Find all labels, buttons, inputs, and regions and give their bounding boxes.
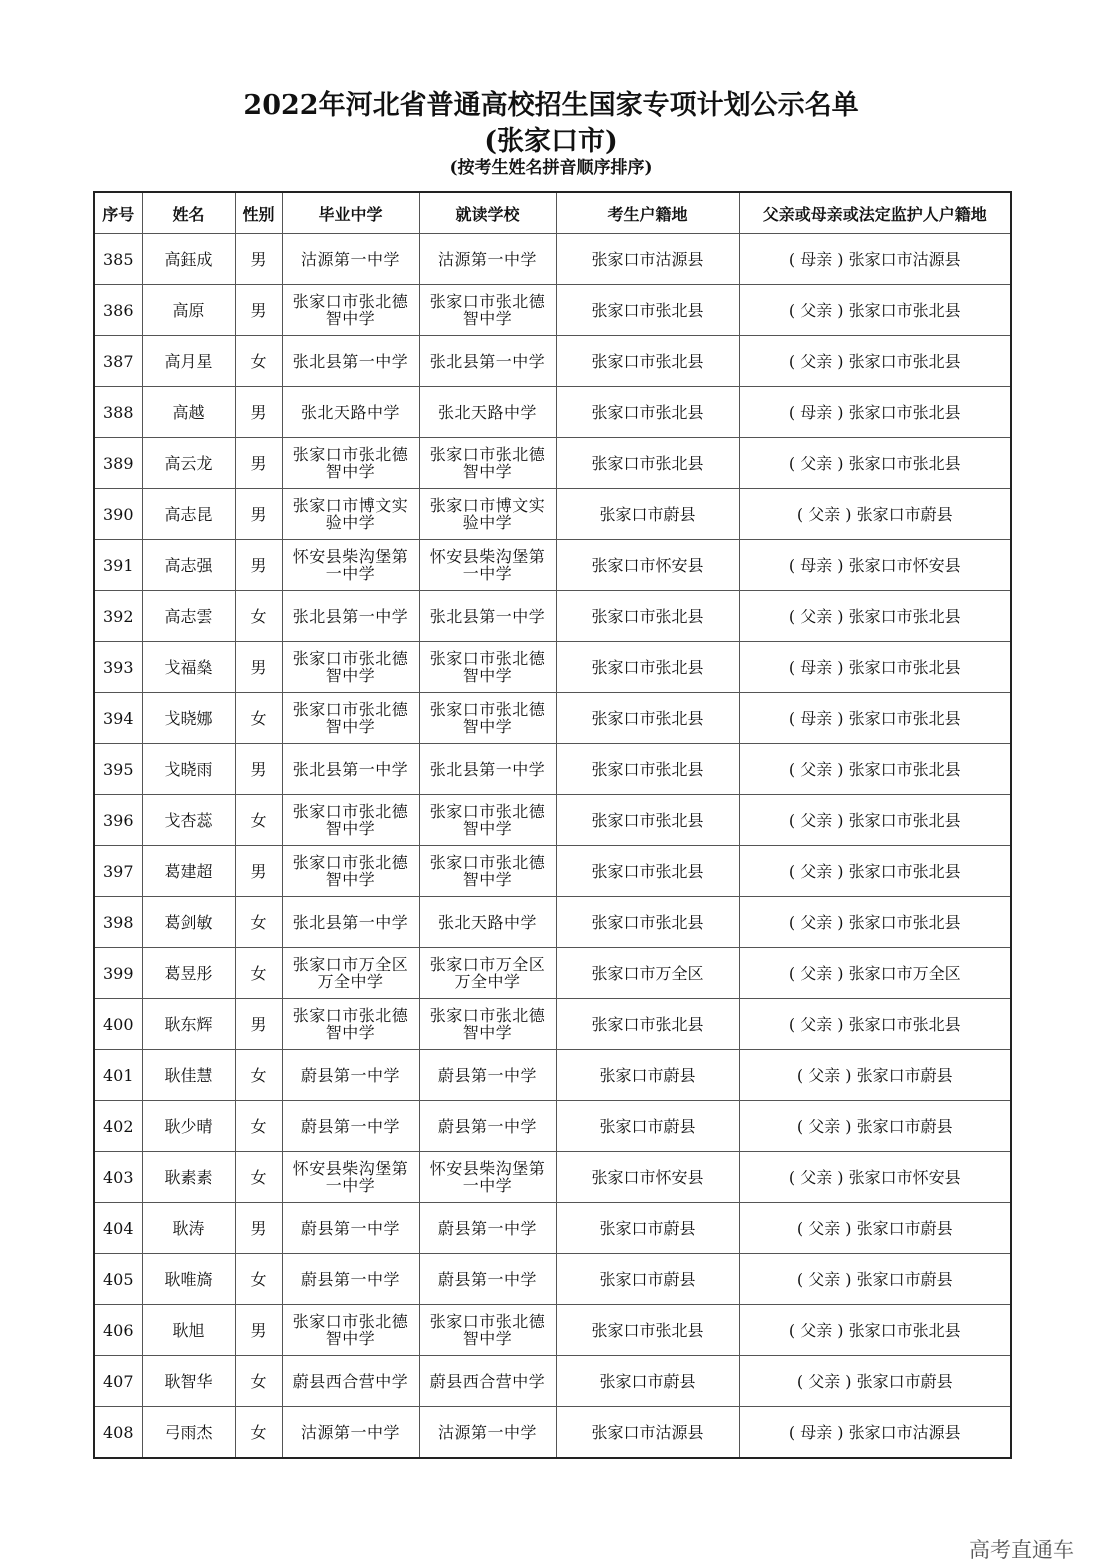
- cell-study-school: 张家口市张北德智中学: [419, 438, 556, 489]
- cell-name: 戈晓雨: [142, 744, 235, 795]
- header-study-school: 就读学校: [419, 192, 556, 234]
- cell-guardian-hukou: ( 父亲 ) 张家口市张北县: [739, 1305, 1011, 1356]
- cell-no: 406: [94, 1305, 142, 1356]
- page-subtitle-city: (张家口市): [484, 126, 618, 157]
- cell-gender: 女: [235, 1050, 282, 1101]
- cell-hukou: 张家口市蔚县: [556, 1254, 739, 1305]
- cell-no: 405: [94, 1254, 142, 1305]
- cell-no: 403: [94, 1152, 142, 1203]
- cell-study-school: 蔚县第一中学: [419, 1254, 556, 1305]
- cell-hukou: 张家口市蔚县: [556, 489, 739, 540]
- table-row: [94, 744, 1011, 795]
- cell-name: 高越: [142, 387, 235, 438]
- cell-name: 戈杏蕊: [142, 795, 235, 846]
- cell-name: 耿东辉: [142, 999, 235, 1050]
- cell-study-school: 怀安县柴沟堡第一中学: [419, 1152, 556, 1203]
- cell-gender: 男: [235, 1305, 282, 1356]
- table-row: [94, 846, 1011, 897]
- cell-guardian-hukou: ( 父亲 ) 张家口市张北县: [739, 795, 1011, 846]
- table-row: [94, 1050, 1011, 1101]
- cell-name: 戈晓娜: [142, 693, 235, 744]
- cell-gender: 男: [235, 285, 282, 336]
- cell-guardian-hukou: ( 父亲 ) 张家口市蔚县: [739, 1203, 1011, 1254]
- cell-grad-school: 张家口市张北德智中学: [282, 642, 419, 693]
- cell-study-school: 张北县第一中学: [419, 591, 556, 642]
- cell-gender: 男: [235, 1203, 282, 1254]
- table-row: [94, 897, 1011, 948]
- cell-grad-school: 张家口市博文实验中学: [282, 489, 419, 540]
- cell-guardian-hukou: ( 父亲 ) 张家口市万全区: [739, 948, 1011, 999]
- cell-guardian-hukou: ( 父亲 ) 张家口市张北县: [739, 744, 1011, 795]
- cell-guardian-hukou: ( 父亲 ) 张家口市蔚县: [739, 489, 1011, 540]
- cell-study-school: 张家口市博文实验中学: [419, 489, 556, 540]
- table-row: [94, 540, 1011, 591]
- cell-hukou: 张家口市蔚县: [556, 1101, 739, 1152]
- cell-no: 395: [94, 744, 142, 795]
- cell-study-school: 张家口市张北德智中学: [419, 285, 556, 336]
- cell-name: 高志昆: [142, 489, 235, 540]
- cell-gender: 女: [235, 336, 282, 387]
- cell-grad-school: 张家口市张北德智中学: [282, 795, 419, 846]
- cell-grad-school: 蔚县第一中学: [282, 1101, 419, 1152]
- cell-guardian-hukou: ( 母亲 ) 张家口市沽源县: [739, 234, 1011, 285]
- cell-name: 弓雨杰: [142, 1407, 235, 1459]
- cell-hukou: 张家口市张北县: [556, 795, 739, 846]
- cell-no: 397: [94, 846, 142, 897]
- cell-name: 耿智华: [142, 1356, 235, 1407]
- candidate-table: [93, 191, 1012, 1459]
- cell-guardian-hukou: ( 父亲 ) 张家口市张北县: [739, 285, 1011, 336]
- cell-hukou: 张家口市万全区: [556, 948, 739, 999]
- cell-no: 387: [94, 336, 142, 387]
- cell-hukou: 张家口市张北县: [556, 438, 739, 489]
- cell-hukou: 张家口市张北县: [556, 591, 739, 642]
- cell-guardian-hukou: ( 父亲 ) 张家口市蔚县: [739, 1356, 1011, 1407]
- cell-hukou: 张家口市张北县: [556, 336, 739, 387]
- cell-gender: 女: [235, 1254, 282, 1305]
- cell-name: 耿素素: [142, 1152, 235, 1203]
- cell-study-school: 张家口市万全区万全中学: [419, 948, 556, 999]
- cell-gender: 女: [235, 795, 282, 846]
- cell-no: 390: [94, 489, 142, 540]
- cell-no: 404: [94, 1203, 142, 1254]
- cell-hukou: 张家口市蔚县: [556, 1356, 739, 1407]
- cell-guardian-hukou: ( 父亲 ) 张家口市蔚县: [739, 1254, 1011, 1305]
- cell-study-school: 张家口市张北德智中学: [419, 999, 556, 1050]
- cell-study-school: 张家口市张北德智中学: [419, 693, 556, 744]
- table-row: [94, 1152, 1011, 1203]
- cell-grad-school: 张北县第一中学: [282, 591, 419, 642]
- table-row: [94, 336, 1011, 387]
- cell-no: 398: [94, 897, 142, 948]
- cell-gender: 女: [235, 1356, 282, 1407]
- cell-hukou: 张家口市张北县: [556, 846, 739, 897]
- table-row: [94, 795, 1011, 846]
- cell-study-school: 张北县第一中学: [419, 744, 556, 795]
- cell-no: 389: [94, 438, 142, 489]
- cell-study-school: 蔚县第一中学: [419, 1050, 556, 1101]
- cell-hukou: 张家口市张北县: [556, 693, 739, 744]
- cell-name: 耿唯旖: [142, 1254, 235, 1305]
- cell-gender: 男: [235, 234, 282, 285]
- cell-gender: 女: [235, 897, 282, 948]
- cell-gender: 女: [235, 1101, 282, 1152]
- cell-grad-school: 沽源第一中学: [282, 1407, 419, 1459]
- cell-name: 高原: [142, 285, 235, 336]
- cell-gender: 女: [235, 591, 282, 642]
- table-row: [94, 1254, 1011, 1305]
- cell-study-school: 蔚县第一中学: [419, 1101, 556, 1152]
- cell-gender: 女: [235, 1152, 282, 1203]
- cell-grad-school: 张家口市张北德智中学: [282, 693, 419, 744]
- cell-name: 葛昱彤: [142, 948, 235, 999]
- cell-name: 高志强: [142, 540, 235, 591]
- cell-hukou: 张家口市沽源县: [556, 234, 739, 285]
- table-row: [94, 999, 1011, 1050]
- cell-name: 葛剑敏: [142, 897, 235, 948]
- cell-guardian-hukou: ( 父亲 ) 张家口市张北县: [739, 999, 1011, 1050]
- cell-gender: 男: [235, 642, 282, 693]
- table-row: [94, 1407, 1011, 1459]
- cell-grad-school: 沽源第一中学: [282, 234, 419, 285]
- cell-guardian-hukou: ( 父亲 ) 张家口市怀安县: [739, 1152, 1011, 1203]
- cell-name: 高鈺成: [142, 234, 235, 285]
- cell-no: 408: [94, 1407, 142, 1459]
- cell-study-school: 蔚县西合营中学: [419, 1356, 556, 1407]
- cell-grad-school: 张家口市万全区万全中学: [282, 948, 419, 999]
- cell-no: 391: [94, 540, 142, 591]
- header-guardian-hukou: 父亲或母亲或法定监护人户籍地: [739, 192, 1011, 234]
- cell-hukou: 张家口市张北县: [556, 999, 739, 1050]
- cell-grad-school: 张北县第一中学: [282, 336, 419, 387]
- cell-guardian-hukou: ( 父亲 ) 张家口市张北县: [739, 591, 1011, 642]
- cell-grad-school: 张家口市张北德智中学: [282, 846, 419, 897]
- cell-grad-school: 张家口市张北德智中学: [282, 1305, 419, 1356]
- cell-grad-school: 蔚县第一中学: [282, 1203, 419, 1254]
- cell-study-school: 沽源第一中学: [419, 1407, 556, 1459]
- cell-guardian-hukou: ( 母亲 ) 张家口市怀安县: [739, 540, 1011, 591]
- page-title: 2022年河北省普通高校招生国家专项计划公示名单: [243, 90, 859, 121]
- cell-hukou: 张家口市怀安县: [556, 1152, 739, 1203]
- cell-no: 400: [94, 999, 142, 1050]
- cell-no: 407: [94, 1356, 142, 1407]
- cell-guardian-hukou: ( 父亲 ) 张家口市张北县: [739, 846, 1011, 897]
- cell-hukou: 张家口市张北县: [556, 285, 739, 336]
- cell-grad-school: 蔚县西合营中学: [282, 1356, 419, 1407]
- cell-gender: 男: [235, 540, 282, 591]
- cell-no: 394: [94, 693, 142, 744]
- cell-grad-school: 张家口市张北德智中学: [282, 285, 419, 336]
- cell-grad-school: 怀安县柴沟堡第一中学: [282, 540, 419, 591]
- cell-guardian-hukou: ( 母亲 ) 张家口市沽源县: [739, 1407, 1011, 1459]
- cell-grad-school: 张家口市张北德智中学: [282, 438, 419, 489]
- cell-hukou: 张家口市张北县: [556, 642, 739, 693]
- table-row: [94, 387, 1011, 438]
- cell-no: 396: [94, 795, 142, 846]
- cell-study-school: 张北天路中学: [419, 387, 556, 438]
- cell-hukou: 张家口市张北县: [556, 897, 739, 948]
- table-row: [94, 642, 1011, 693]
- cell-no: 388: [94, 387, 142, 438]
- cell-grad-school: 蔚县第一中学: [282, 1050, 419, 1101]
- cell-study-school: 张北县第一中学: [419, 336, 556, 387]
- cell-gender: 男: [235, 846, 282, 897]
- cell-grad-school: 张北县第一中学: [282, 897, 419, 948]
- cell-hukou: 张家口市蔚县: [556, 1050, 739, 1101]
- cell-no: 392: [94, 591, 142, 642]
- cell-hukou: 张家口市怀安县: [556, 540, 739, 591]
- cell-study-school: 怀安县柴沟堡第一中学: [419, 540, 556, 591]
- cell-study-school: 沽源第一中学: [419, 234, 556, 285]
- cell-no: 399: [94, 948, 142, 999]
- cell-study-school: 张家口市张北德智中学: [419, 642, 556, 693]
- cell-study-school: 张家口市张北德智中学: [419, 795, 556, 846]
- cell-grad-school: 张北天路中学: [282, 387, 419, 438]
- cell-gender: 男: [235, 489, 282, 540]
- cell-no: 401: [94, 1050, 142, 1101]
- cell-gender: 女: [235, 693, 282, 744]
- cell-no: 402: [94, 1101, 142, 1152]
- cell-gender: 男: [235, 387, 282, 438]
- cell-guardian-hukou: ( 父亲 ) 张家口市蔚县: [739, 1050, 1011, 1101]
- cell-name: 高月星: [142, 336, 235, 387]
- cell-hukou: 张家口市沽源县: [556, 1407, 739, 1459]
- cell-hukou: 张家口市张北县: [556, 1305, 739, 1356]
- cell-study-school: 张家口市张北德智中学: [419, 1305, 556, 1356]
- cell-hukou: 张家口市蔚县: [556, 1203, 739, 1254]
- cell-grad-school: 张北县第一中学: [282, 744, 419, 795]
- cell-guardian-hukou: ( 母亲 ) 张家口市张北县: [739, 387, 1011, 438]
- cell-no: 393: [94, 642, 142, 693]
- cell-guardian-hukou: ( 父亲 ) 张家口市蔚县: [739, 1101, 1011, 1152]
- table-row: [94, 1203, 1011, 1254]
- cell-guardian-hukou: ( 父亲 ) 张家口市张北县: [739, 336, 1011, 387]
- header-hukou: 考生户籍地: [556, 192, 739, 234]
- table-row: [94, 948, 1011, 999]
- cell-gender: 男: [235, 438, 282, 489]
- cell-study-school: 张北天路中学: [419, 897, 556, 948]
- table-row: [94, 693, 1011, 744]
- cell-guardian-hukou: ( 父亲 ) 张家口市张北县: [739, 438, 1011, 489]
- cell-hukou: 张家口市张北县: [556, 387, 739, 438]
- watermark: 高考直通车: [969, 1538, 1074, 1562]
- cell-name: 葛建超: [142, 846, 235, 897]
- cell-name: 耿佳慧: [142, 1050, 235, 1101]
- table-row: [94, 1305, 1011, 1356]
- cell-hukou: 张家口市张北县: [556, 744, 739, 795]
- cell-no: 385: [94, 234, 142, 285]
- cell-guardian-hukou: ( 母亲 ) 张家口市张北县: [739, 642, 1011, 693]
- table-header-row: [94, 192, 1011, 234]
- cell-name: 耿旭: [142, 1305, 235, 1356]
- table-row: [94, 489, 1011, 540]
- cell-gender: 男: [235, 744, 282, 795]
- table-row: [94, 591, 1011, 642]
- header-grad-school: 毕业中学: [282, 192, 419, 234]
- cell-name: 耿涛: [142, 1203, 235, 1254]
- cell-grad-school: 蔚县第一中学: [282, 1254, 419, 1305]
- cell-study-school: 蔚县第一中学: [419, 1203, 556, 1254]
- sort-note: (按考生姓名拼音顺序排序): [449, 158, 653, 178]
- cell-grad-school: 怀安县柴沟堡第一中学: [282, 1152, 419, 1203]
- header-no: 序号: [94, 192, 142, 234]
- header-name: 姓名: [142, 192, 235, 234]
- table-row: [94, 234, 1011, 285]
- cell-guardian-hukou: ( 母亲 ) 张家口市张北县: [739, 693, 1011, 744]
- cell-name: 高云龙: [142, 438, 235, 489]
- cell-gender: 女: [235, 1407, 282, 1459]
- cell-name: 高志雲: [142, 591, 235, 642]
- cell-name: 耿少晴: [142, 1101, 235, 1152]
- table-row: [94, 285, 1011, 336]
- cell-name: 戈福燊: [142, 642, 235, 693]
- table-row: [94, 438, 1011, 489]
- cell-guardian-hukou: ( 父亲 ) 张家口市张北县: [739, 897, 1011, 948]
- table-row: [94, 1356, 1011, 1407]
- cell-no: 386: [94, 285, 142, 336]
- cell-study-school: 张家口市张北德智中学: [419, 846, 556, 897]
- cell-gender: 女: [235, 948, 282, 999]
- cell-grad-school: 张家口市张北德智中学: [282, 999, 419, 1050]
- header-gender: 性别: [235, 192, 282, 234]
- cell-gender: 男: [235, 999, 282, 1050]
- table-row: [94, 1101, 1011, 1152]
